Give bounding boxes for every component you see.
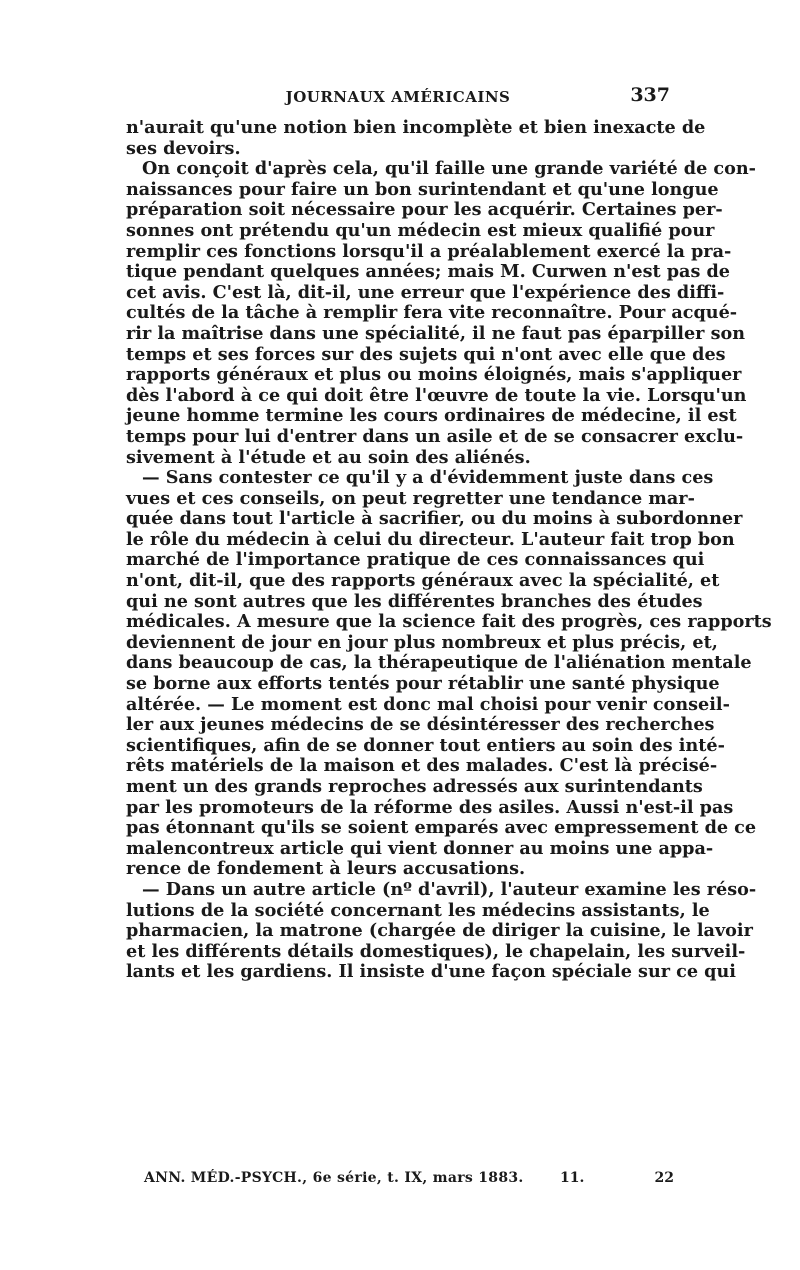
text-line: naissances pour faire un bon surintendant et qu'une longue [126,178,719,200]
text-line: scientifiques, afin de se donner tout entiers au soin des inté- [126,734,725,756]
text-line: malencontreux article qui vient donner au moins une appa- [126,837,714,859]
text-line: dès l'abord à ce qui doit être l'œuvre de toute la vie. Lorsqu'un [126,384,747,406]
text-line: ses devoirs. [126,137,241,159]
text-line: rence de fondement à leurs accusations. [126,858,526,880]
page-number: 337 [630,84,670,106]
sheet-number: 22 [654,1170,674,1186]
text-line: médicales. A mesure que la science fait des progrès, ces rapports [126,611,772,633]
text-line: n'ont, dit-il, que des rapports généraux avec la spécialité, et [126,570,720,592]
text-line: sonnes ont prétendu qu'un médecin est mieux qualifié pour [126,219,715,241]
text-line: pas étonnant qu'ils se soient emparés avec empressement de ce [126,817,757,839]
text-line: jeune homme termine les cours ordinaires de médecine, il est [126,405,737,427]
text-line: deviennent de jour en jour plus nombreux et plus précis, et, [126,631,718,653]
text-line: tique pendant quelques années; mais M. Curwen n'est pas de [126,261,730,283]
signature-mark: 11. [560,1170,585,1186]
text-line: rir la maîtrise dans une spécialité, il ne faut pas éparpiller son [126,322,746,344]
text-line: rêts matériels de la maison et des malades. C'est là précisé- [126,755,718,777]
text-line: préparation soit nécessaire pour les acquérir. Certaines per- [126,199,723,221]
text-line: temps pour lui d'entrer dans un asile et de se consacrer exclu- [126,425,744,447]
text-line: cet avis. C'est là, dit-il, une erreur que l'expérience des diffi- [126,281,725,303]
text-line: altérée. — Le moment est donc mal choisi pour venir conseil- [126,693,730,715]
text-line: remplir ces fonctions lorsqu'il a préalablement exercé la pra- [126,240,732,262]
text-line: le rôle du médecin à celui du directeur. L'auteur fait trop bon [126,528,735,550]
text-line: ment un des grands reproches adressés aux surintendants [126,776,703,797]
text-line: rapports généraux et plus ou moins éloignés, mais s'appliquer [126,364,742,386]
text-line: pharmacien, la matrone (chargée de diriger la cuisine, le lavoir [126,920,753,942]
text-line: — Dans un autre article (nº d'avril), l'auteur examine les réso- [142,878,757,900]
text-line: marché de l'importance pratique de ces connaissances qui [126,549,705,571]
text-line: lants et les gardiens. Il insiste d'une façon spéciale sur ce qui [126,961,736,983]
text-line: ler aux jeunes médecins de se désintéresser des recherches [126,714,715,736]
text-line: qui ne sont autres que les différentes branches des études [126,590,703,612]
text-line: cultés de la tâche à remplir fera vite reconnaître. Pour acqué- [126,302,738,324]
body-text [126,117,772,983]
text-line: temps et ses forces sur des sujets qui n'ont avec elle que des [126,343,726,365]
text-line: vues et ces conseils, on peut regretter une tendance mar- [126,487,695,509]
text-line: lutions de la société concernant les médecins assistants, le [126,899,710,921]
running-head [126,84,670,114]
text-line: — Sans contester ce qu'il y a d'évidemment juste dans ces [142,467,714,489]
text-line: n'aurait qu'une notion bien incomplète et bien inexacte de [126,117,706,138]
text-line: et les différents détails domestiques), le chapelain, les surveil- [126,940,746,962]
text-line: quée dans tout l'article à sacrifier, ou du moins à subordonner [126,508,743,530]
running-title: JOURNAUX AMÉRICAINS [285,88,511,106]
text-line: dans beaucoup de cas, la thérapeutique de l'aliénation mentale [126,652,752,674]
footer-source: ANN. MÉD.-PSYCH., 6e série, t. IX, mars 1883. [144,1170,524,1186]
text-line: se borne aux efforts tentés pour rétablir une santé physique [126,673,720,695]
text-line: par les promoteurs de la réforme des asiles. Aussi n'est-il pas [126,796,734,818]
text-line: On conçoit d'après cela, qu'il faille une grande variété de con- [142,158,756,180]
text-line: sivement à l'étude et au soin des aliénés. [126,446,531,468]
